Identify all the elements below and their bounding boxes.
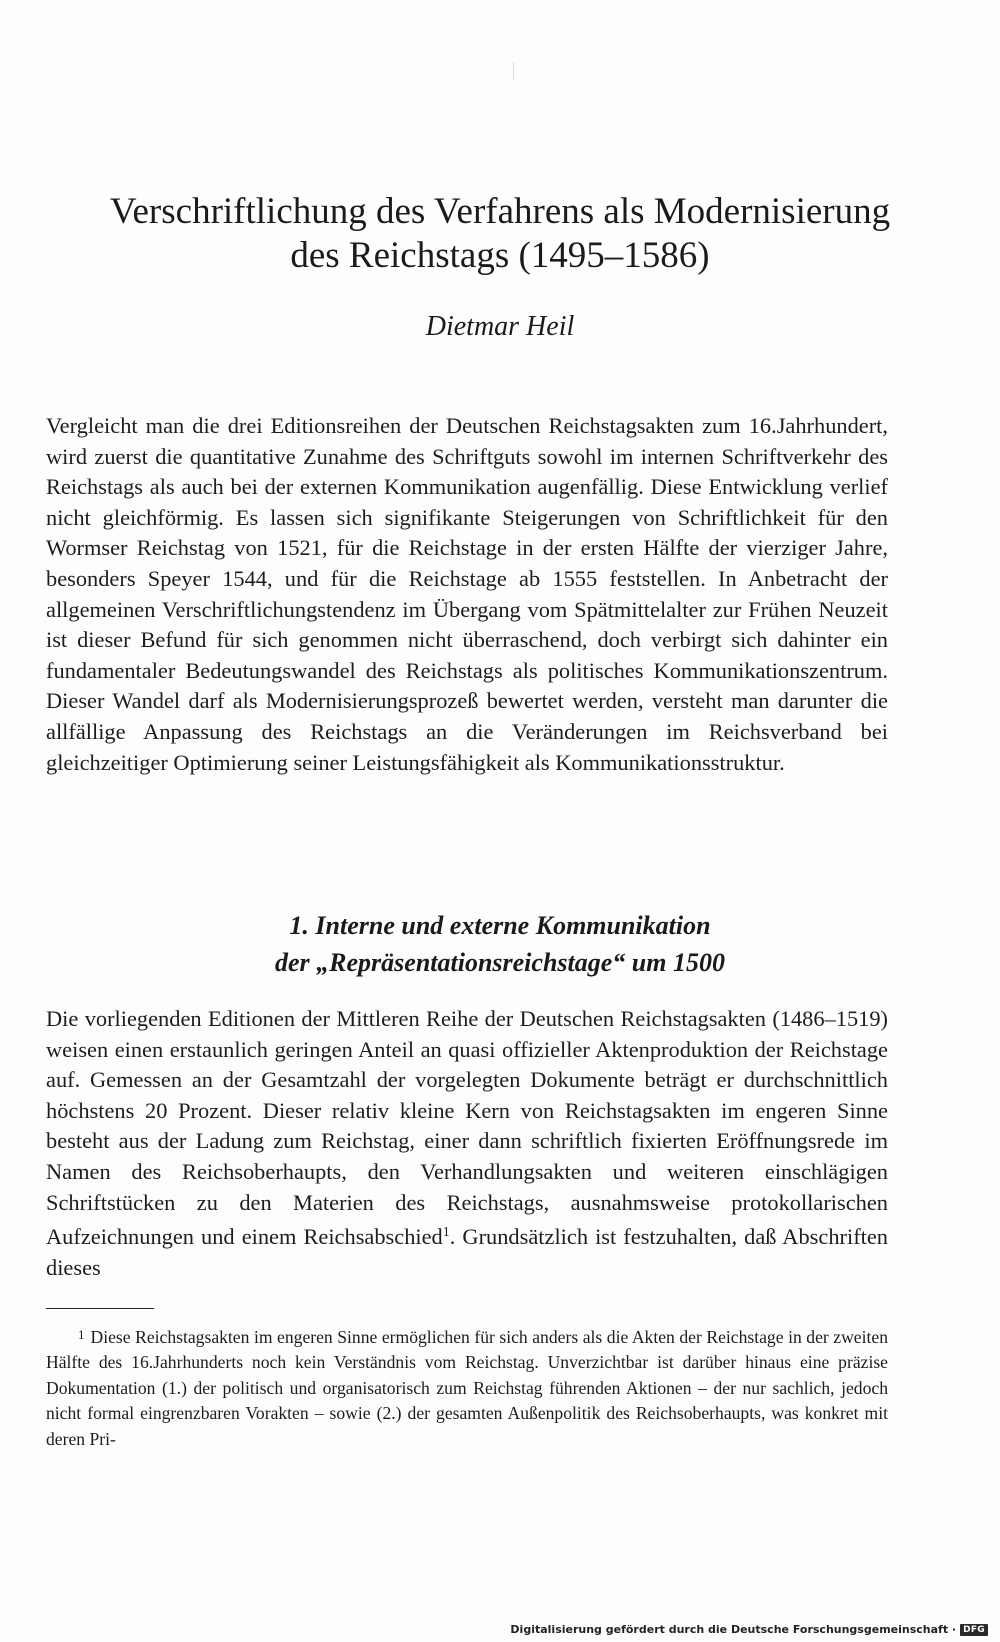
section-heading-line-2: der „Repräsentationsreichstage“ um 1500 xyxy=(275,948,725,977)
footnote xyxy=(46,1322,888,1452)
footnote-text: Diese Reichstagsakten im engeren Sinne ermöglichen für sich anders als die Akten der Reichstage in der zweiten Hälfte des 16.Jahrhunderts noch kein Verständnis vom Reichstag. Unverzichtbar ist darüber hinaus eine präzise Dokumentation (1.) der politisch und organisatorisch zum Reichstag führenden Aktionen – der nur sachlich, jedoch nicht formal eingrenzbaren Vorakten – sowie (2.) der gesamten Außenpolitik des Reichsoberhaupts, was konkret mit deren Pri- xyxy=(46,1327,888,1449)
article-title-line-1: Verschriftlichung des Verfahrens als Modernisierung xyxy=(109,191,891,232)
article-title xyxy=(40,190,960,278)
author-name: Dietmar Heil xyxy=(425,311,575,342)
digitization-credit xyxy=(510,1623,988,1636)
credit-text: Digitalisierung gefördert durch die Deutsche Forschungsgemeinschaft · xyxy=(510,1623,957,1636)
footnote-reference[interactable]: 1 xyxy=(442,1225,450,1241)
section-paragraph-continued: . Grundsätzlich ist festzuhalten, daß Abschriften dieses xyxy=(46,1224,889,1280)
intro-paragraph: Vergleicht man die drei Editionsreihen der Deutschen Reichstagsakten zum 16.Jahrhundert, wird zuerst die quantitative Zunahme des Schriftguts sowohl im internen Schriftverkehr des Reichstags als auch bei der externen Kommunikation augenfällig. Diese Entwicklung verlief nicht gleichförmig. Es lassen sich signifikante Steigerungen von Schriftlichkeit für den Wormser Reichstag von 1521, für die Reichstage in der ersten Hälfte der vierziger Jahre, besonders Speyer 1544, und für die Reichstage ab 1555 feststellen. In Anbetracht der allgemeinen Verschriftlichungstendenz im Übergang vom Spätmittelalter zur Frühen Neuzeit ist dieser Befund für sich genommen nicht überraschend, doch verbirgt sich dahinter ein fundamentaler Bedeutungswandel des Reichstags als politisches Kommunikationszentrum. Dieser Wandel darf als Modernisierungsprozeß bewertet werden, versteht man darunter die allfällige Anpassung des Reichstags an die Veränderungen im Reichsverband bei gleichzeitiger Optimierung seiner Leistungsfähigkeit als Kommunikationsstruktur. xyxy=(46,413,888,775)
footnote-divider xyxy=(46,1308,154,1309)
footnote-number: 1 xyxy=(78,1327,85,1342)
section-paragraph xyxy=(46,1004,888,1283)
crop-mark xyxy=(513,62,514,80)
dfg-logo: DFG xyxy=(960,1624,988,1636)
article-title-line-2: des Reichstags (1495–1586) xyxy=(290,235,710,276)
section-paragraph-text: Die vorliegenden Editionen der Mittleren Reihe der Deutschen Reichstagsakten (1486–1519) weisen einen erstaunlich geringen Anteil an quasi offizieller Aktenproduktion der Reichstage auf. Gemessen an der Gesamtzahl der vorgelegten Dokumente beträgt er durchschnittlich höchstens 20 Prozent. Dieser relativ kleine Kern von Reichstagsakten im engeren Sinne besteht aus der Ladung zum Reichstag, einer dann schriftlich fixierten Eröffnungsrede im Namen des Reichsoberhaupts, den Verhandlungsakten und weiteren einschlägigen Schriftstücken zu den Materien des Reichstags, ausnahmsweise protokollarischen Aufzeichnungen und einem Reichsabschied xyxy=(46,1006,888,1250)
section-heading-line-1: 1. Interne und externe Kommunikation xyxy=(289,911,711,940)
section-heading xyxy=(40,907,960,981)
